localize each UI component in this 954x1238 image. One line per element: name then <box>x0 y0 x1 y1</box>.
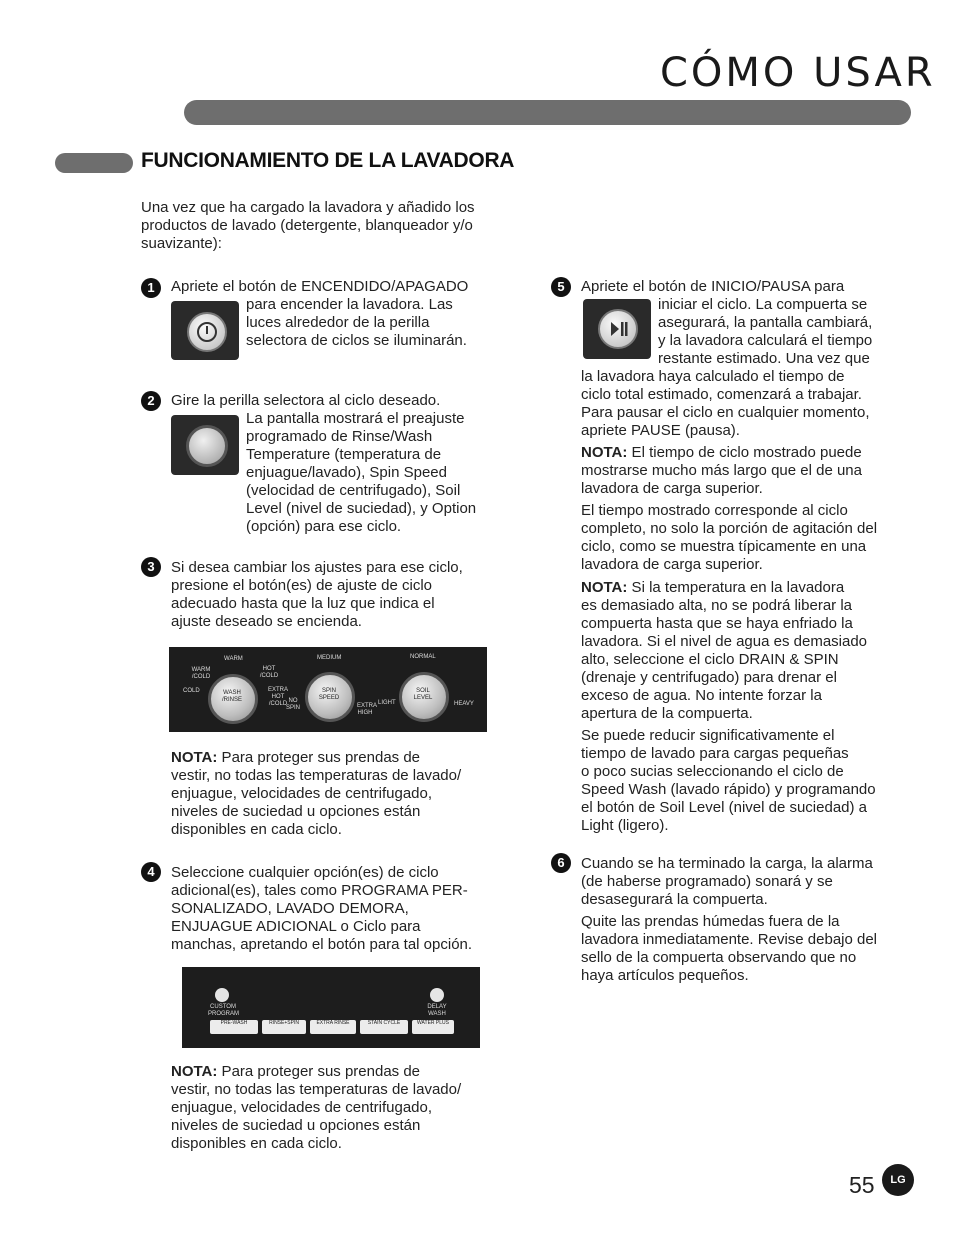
para-5b-line-2: completo, no solo la porción de agitación del <box>581 520 878 537</box>
section-pill <box>55 153 133 173</box>
step-6-number: 6 <box>551 853 571 873</box>
rinse-spin-button: RINSE+SPIN <box>262 1020 306 1034</box>
section-title: FUNCIONAMIENTO DE LA LAVADORA <box>141 149 515 172</box>
step-3-line-1: Si desea cambiar los ajustes para ese ciclo, <box>171 559 463 576</box>
step-3-line-3: adecuado hasta que la luz que indica el <box>171 595 435 612</box>
note-2-text: Para proteger sus prendas de <box>217 1063 421 1080</box>
step-3-line-2: presione el botón(es) de ajuste de ciclo <box>171 577 432 594</box>
step-6-line-3: desasegurará la compuerta. <box>581 891 768 908</box>
label-spin-speed: SPIN SPEED <box>318 688 340 701</box>
step-1-line-2: para encender la lavadora. Las <box>246 296 453 313</box>
para-5b-line-3: ciclo, como se muestra típicamente en una <box>581 538 867 555</box>
note-5a-first-line <box>581 444 862 462</box>
step-1-line-3: luces alrededor de la perilla <box>246 314 430 331</box>
label-no-spin: NO SPIN <box>286 698 301 711</box>
step-5-line-9: apriete PAUSE (pausa). <box>581 422 740 439</box>
step-6-line-1: Cuando se ha terminado la carga, la alarma <box>581 855 873 872</box>
note-1-text: Para proteger sus prendas de <box>217 749 421 766</box>
note-5a-text: El tiempo de ciclo mostrado puede <box>627 444 862 461</box>
para-6b-line-1: Quite las prendas húmedas fuera de la <box>581 913 840 930</box>
para-5d-line-6: Light (ligero). <box>581 817 669 834</box>
step-5-line-2: iniciar el ciclo. La compuerta se <box>658 296 868 313</box>
start-pause-button-image <box>583 299 651 359</box>
option-buttons-panel-image <box>182 967 480 1048</box>
note-5c-line-4: lavadora. Si el nivel de agua es demasiado <box>581 633 868 650</box>
para-5d-line-2: tiempo de lavado para cargas pequeñas <box>581 745 849 762</box>
water-plus-button: WATER PLUS <box>412 1020 454 1034</box>
label-soil-level: SOIL LEVEL <box>413 688 433 701</box>
step-1-number: 1 <box>141 278 161 298</box>
label-extra-high: EXTRA HIGH <box>357 703 378 716</box>
label-wash-rinse: WASH /RINSE <box>221 690 242 703</box>
cycle-selector-image <box>171 415 239 475</box>
para-5d-line-4: Speed Wash (lavado rápido) y programando <box>581 781 876 798</box>
para-5d-line-5: el botón de Soil Level (nivel de suciedad) a <box>581 799 868 816</box>
label-cold: COLD <box>183 688 200 694</box>
note-5c-text: Si la temperatura en la lavadora <box>627 579 845 596</box>
step-5-line-1: Apriete el botón de INICIO/PAUSA para <box>581 278 845 295</box>
label-warm-cold: WARM /COLD <box>191 667 211 680</box>
label-medium: MEDIUM <box>317 655 342 661</box>
note-5a-line-3: lavadora de carga superior. <box>581 480 763 497</box>
step-4-line-4: ENJUAGUE ADICIONAL o Ciclo para <box>171 918 421 935</box>
label-normal: NORMAL <box>410 654 436 660</box>
step-4-line-3: SONALIZADO, LAVADO DEMORA, <box>171 900 409 917</box>
start-pause-button-face <box>598 309 638 349</box>
label-heavy: HEAVY <box>454 701 474 707</box>
lg-logo: LG <box>882 1164 914 1196</box>
note-5a-line-2: mostrarse mucho más largo que el de una <box>581 462 862 479</box>
note-5c-line-7: exceso de agua. No intente forzar la <box>581 687 822 704</box>
step-1-line-4: selectora de ciclos se iluminarán. <box>246 332 467 349</box>
prewash-button: PRE-WASH <box>210 1020 258 1034</box>
note-5c-line-6: (drenaje y centrifugado) para drenar el <box>581 669 837 686</box>
para-5d-line-3: o poco sucias seleccionando el ciclo de <box>581 763 844 780</box>
note-5c-line-5: alto, seleccione el ciclo DRAIN & SPIN <box>581 651 839 668</box>
step-3-number: 3 <box>141 557 161 577</box>
step-4-line-1: Seleccione cualquier opción(es) de ciclo <box>171 864 439 881</box>
step-4-line-5: manchas, apretando el botón para tal opción. <box>171 936 473 953</box>
label-light: LIGHT <box>378 700 396 706</box>
note-2-line-3: enjuague, velocidades de centrifugado, <box>171 1099 433 1116</box>
label-warm: WARM <box>224 656 243 662</box>
step-3-line-4: ajuste deseado se encienda. <box>171 613 362 630</box>
step-2-line-8: (opción) para ese ciclo. <box>246 518 402 535</box>
header-bar <box>184 100 911 125</box>
stain-cycle-button: STAIN CYCLE <box>360 1020 408 1034</box>
note-2-line-4: niveles de suciedad u opciones están <box>171 1117 421 1134</box>
note-2-first-line <box>171 1063 420 1081</box>
custom-program-button <box>215 988 229 1002</box>
para-6b-line-3: sello de la compuerta observando que no <box>581 949 857 966</box>
step-4-line-2: adicional(es), tales como PROGRAMA PER- <box>171 882 468 899</box>
note-2-label: NOTA: <box>171 1063 218 1080</box>
label-custom-program: CUSTOM PROGRAM <box>208 1004 240 1017</box>
step-5-line-3: asegurará, la pantalla cambiará, <box>658 314 873 331</box>
note-1-line-4: niveles de suciedad u opciones están <box>171 803 421 820</box>
step-2-line-3: programado de Rinse/Wash <box>246 428 433 445</box>
step-5-line-7: ciclo total estimado, comenzará a trabajar. <box>581 386 862 403</box>
note-5c-line-8: apertura de la compuerta. <box>581 705 753 722</box>
step-2-line-6: (velocidad de centrifugado), Soil <box>246 482 461 499</box>
step-2-line-2: La pantalla mostrará el preajuste <box>246 410 465 427</box>
note-1-line-2: vestir, no todas las temperaturas de lavado/ <box>171 767 462 784</box>
note-2-line-5: disponibles en cada ciclo. <box>171 1135 342 1152</box>
para-5b-line-4: lavadora de carga superior. <box>581 556 763 573</box>
step-5-line-6: la lavadora haya calculado el tiempo de <box>581 368 845 385</box>
note-2-line-2: vestir, no todas las temperaturas de lavado/ <box>171 1081 462 1098</box>
step-5-line-8: Para pausar el ciclo en cualquier momento, <box>581 404 870 421</box>
para-5d-line-1: Se puede reducir significativamente el <box>581 727 835 744</box>
note-1-line-5: disponibles en cada ciclo. <box>171 821 342 838</box>
note-5c-line-3: compuerta hasta que se haya enfriado la <box>581 615 853 632</box>
note-1-line-3: enjuague, velocidades de centrifugado, <box>171 785 433 802</box>
step-2-line-4: Temperature (temperatura de <box>246 446 442 463</box>
note-5c-first-line <box>581 579 844 597</box>
label-extrahot-cold: EXTRA HOT /COLD <box>267 687 288 707</box>
cycle-selector-knob <box>186 425 228 467</box>
para-6b-line-4: haya artículos pequeños. <box>581 967 749 984</box>
power-icon <box>189 314 225 350</box>
step-2-line-7: Level (nivel de suciedad), y Option <box>246 500 477 517</box>
power-button-image <box>171 301 239 360</box>
page-number: 55 <box>849 1172 875 1198</box>
para-6b-line-2: lavadora inmediatamente. Revise debajo del <box>581 931 878 948</box>
step-2-number: 2 <box>141 391 161 411</box>
step-5-line-4: y la lavadora calculará el tiempo <box>658 332 873 349</box>
note-1-first-line <box>171 749 420 767</box>
intro-text: Una vez que ha cargado la lavadora y añadido los productos de lavado (detergente, blanqueador y/o suavizante): <box>141 199 475 252</box>
step-6-line-2: (de haberse programado) sonará y se <box>581 873 833 890</box>
step-1-line-1: Apriete el botón de ENCENDIDO/APAGADO <box>171 278 469 295</box>
label-hot-cold: HOT /COLD <box>259 666 279 679</box>
play-pause-icon <box>600 311 636 347</box>
extra-rinse-button: EXTRA RINSE <box>310 1020 356 1034</box>
delay-wash-button <box>430 988 444 1002</box>
note-1-label: NOTA: <box>171 749 218 766</box>
step-5-line-5: restante estimado. Una vez que <box>658 350 870 367</box>
note-5c-label: NOTA: <box>581 579 628 596</box>
step-2-line-5: enjuague/lavado), Spin Speed <box>246 464 447 481</box>
power-button-face <box>187 312 227 352</box>
note-5c-line-2: es demasiado alta, no se podrá liberar la <box>581 597 852 614</box>
note-5a-label: NOTA: <box>581 444 628 461</box>
label-delay-wash: DELAY WASH <box>427 1004 447 1017</box>
step-4-number: 4 <box>141 862 161 882</box>
cycle-settings-panel-image <box>169 647 487 732</box>
page-header-title: CÓMO USAR <box>660 50 936 96</box>
step-5-number: 5 <box>551 277 571 297</box>
step-2-line-1: Gire la perilla selectora al ciclo deseado. <box>171 392 441 409</box>
para-5b-line-1: El tiempo mostrado corresponde al ciclo <box>581 502 848 519</box>
